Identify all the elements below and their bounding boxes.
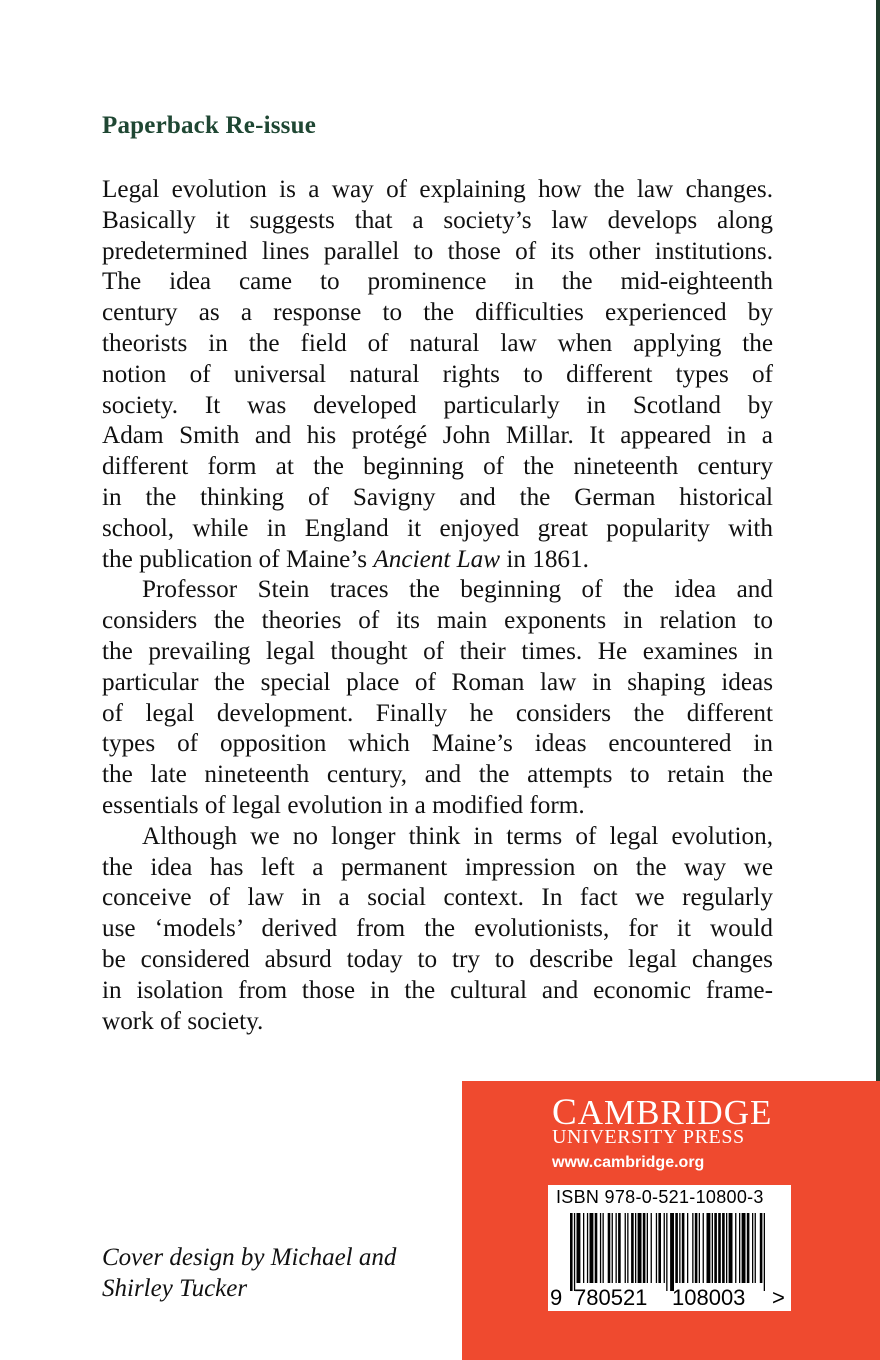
barcode-bar bbox=[742, 1213, 746, 1283]
isbn-label: ISBN 978-0-521-10800-3 bbox=[556, 1187, 764, 1207]
cover-credit-line: Shirley Tucker bbox=[102, 1275, 248, 1302]
barcode-bar bbox=[679, 1213, 680, 1283]
barcode-bar bbox=[755, 1213, 756, 1283]
barcode-bar bbox=[638, 1213, 642, 1283]
barcode-bar bbox=[735, 1213, 736, 1283]
barcode-bar bbox=[631, 1213, 634, 1283]
publisher-name-rest: AMBRIDGE bbox=[577, 1093, 773, 1132]
barcode-bar bbox=[658, 1213, 661, 1283]
barcode-bar bbox=[764, 1213, 765, 1291]
barcode-digit-group: 780521 bbox=[574, 1285, 648, 1310]
blurb-fragment: in 1861. bbox=[500, 545, 589, 573]
barcode-bar bbox=[577, 1213, 581, 1283]
blurb-line: conceive of law in a social context. In fact we regularly bbox=[102, 884, 773, 912]
barcode-bar bbox=[656, 1213, 657, 1283]
barcode-bar bbox=[687, 1213, 688, 1283]
barcode-bar bbox=[707, 1213, 711, 1283]
blurb-line: theorists in the field of natural law when applying the bbox=[102, 329, 773, 357]
barcode-bar bbox=[643, 1213, 646, 1283]
cover-credit-line: Cover design by Michael and bbox=[102, 1244, 397, 1271]
barcode-bar bbox=[590, 1213, 594, 1283]
blurb-line: Adam Smith and his protégé John Millar. It appeared in a bbox=[102, 422, 773, 450]
barcode-bar bbox=[618, 1213, 621, 1283]
barcode-bar bbox=[616, 1213, 617, 1283]
blurb-line: essentials of legal evolution in a modified form. bbox=[102, 791, 585, 819]
barcode-bar bbox=[703, 1213, 704, 1283]
blurb-line: work of society. bbox=[102, 1007, 264, 1035]
barcode-bar bbox=[718, 1213, 721, 1283]
blurb-line bbox=[102, 545, 773, 576]
barcode-bar bbox=[570, 1213, 573, 1291]
publisher-url: www.cambridge.org bbox=[552, 1154, 705, 1171]
barcode-box bbox=[548, 1185, 791, 1311]
blurb-line: be considered absurd today to try to describe legal changes bbox=[102, 945, 773, 973]
barcode-bar bbox=[726, 1213, 727, 1283]
barcode-digit-group: 108003 bbox=[672, 1285, 746, 1310]
barcode-bar bbox=[695, 1213, 698, 1283]
barcode-digit-group: 9 bbox=[550, 1285, 563, 1310]
barcode-bar bbox=[600, 1213, 601, 1283]
barcode-bar bbox=[647, 1213, 648, 1283]
barcode-digit-group: > bbox=[772, 1285, 785, 1310]
barcode-bar bbox=[583, 1213, 584, 1283]
barcode-bar bbox=[722, 1213, 725, 1283]
section-heading: Paperback Re-issue bbox=[102, 112, 317, 139]
barcode-bar bbox=[682, 1213, 685, 1283]
blurb-line: of legal development. Finally he considers the different bbox=[102, 699, 773, 727]
barcode-bar bbox=[651, 1213, 652, 1283]
blurb-line: Basically it suggests that a society’s law develops along bbox=[102, 206, 773, 234]
barcode-bar bbox=[692, 1213, 693, 1283]
barcode-bar bbox=[625, 1213, 626, 1283]
barcode-bar bbox=[595, 1213, 598, 1283]
blurb-line: use ‘models’ derived from the evolutionists, for it would bbox=[102, 915, 773, 943]
blurb-line: Although we no longer think in terms of legal evolution, bbox=[142, 822, 773, 850]
blurb-line: Legal evolution is a way of explaining how the law changes. bbox=[102, 176, 773, 203]
barcode-bar bbox=[760, 1213, 763, 1283]
blurb-line: considers the theories of its main exponents in relation to bbox=[102, 607, 773, 635]
blurb-line: types of opposition which Maine’s ideas encountered in bbox=[102, 730, 773, 758]
barcode-bar bbox=[587, 1213, 588, 1283]
cover-credit bbox=[102, 1242, 396, 1304]
blurb-paragraph bbox=[102, 822, 773, 1038]
barcode-bar bbox=[608, 1213, 611, 1283]
book-title: Ancient Law bbox=[373, 545, 501, 573]
blurb-paragraph bbox=[102, 575, 773, 821]
blurb-line: Professor Stein traces the beginning of the idea and bbox=[142, 576, 773, 604]
barcode-bar bbox=[627, 1213, 628, 1283]
blurb-fragment: the publication of Maine’s bbox=[102, 545, 374, 573]
barcode-bar bbox=[747, 1213, 750, 1283]
barcode-bar bbox=[666, 1213, 667, 1291]
blurb-line: the prevailing legal thought of their times. He examines in bbox=[102, 637, 773, 665]
blurb-line: different form at the beginning of the nineteenth century bbox=[102, 453, 773, 481]
barcode-bar bbox=[574, 1213, 575, 1291]
barcode-bar bbox=[670, 1213, 674, 1291]
barcode-bar bbox=[699, 1213, 700, 1283]
barcode-bar bbox=[714, 1213, 717, 1283]
publisher-name-initial: C bbox=[552, 1092, 578, 1133]
barcode-bar bbox=[712, 1213, 713, 1283]
blurb-line: school, while in England it enjoyed great popularity with bbox=[102, 514, 773, 542]
barcode-bar bbox=[664, 1213, 665, 1283]
blurb-line: the idea has left a permanent impression on the way we bbox=[102, 853, 773, 881]
barcode-bar bbox=[675, 1213, 678, 1283]
blurb-line: particular the special place of Roman law in shaping ideas bbox=[102, 668, 773, 696]
barcode-bar bbox=[635, 1213, 636, 1283]
barcode-bar bbox=[739, 1213, 740, 1283]
publisher-subtitle: UNIVERSITY PRESS bbox=[552, 1126, 745, 1148]
blurb-line: predetermined lines parallel to those of its other institutions. bbox=[102, 237, 773, 265]
blurb-line: century as a response to the difficulties experienced by bbox=[102, 299, 773, 327]
blurb-text bbox=[102, 175, 773, 1037]
barcode-bar bbox=[729, 1213, 733, 1283]
barcode-bar bbox=[603, 1213, 604, 1283]
blurb-line: in isolation from those in the cultural and economic frame- bbox=[102, 976, 773, 1004]
barcode-bar bbox=[612, 1213, 613, 1283]
blurb-line: society. It was developed particularly in Scotland by bbox=[102, 391, 773, 419]
blurb-line: The idea came to prominence in the mid-eighteenth bbox=[102, 268, 773, 296]
barcode-bar bbox=[752, 1213, 753, 1283]
blurb-line: the late nineteenth century, and the attempts to retain the bbox=[102, 761, 773, 789]
blurb-line: notion of universal natural rights to different types of bbox=[102, 360, 773, 388]
blurb-line: in the thinking of Savigny and the German historical bbox=[102, 483, 773, 511]
blurb-paragraph bbox=[102, 175, 773, 575]
